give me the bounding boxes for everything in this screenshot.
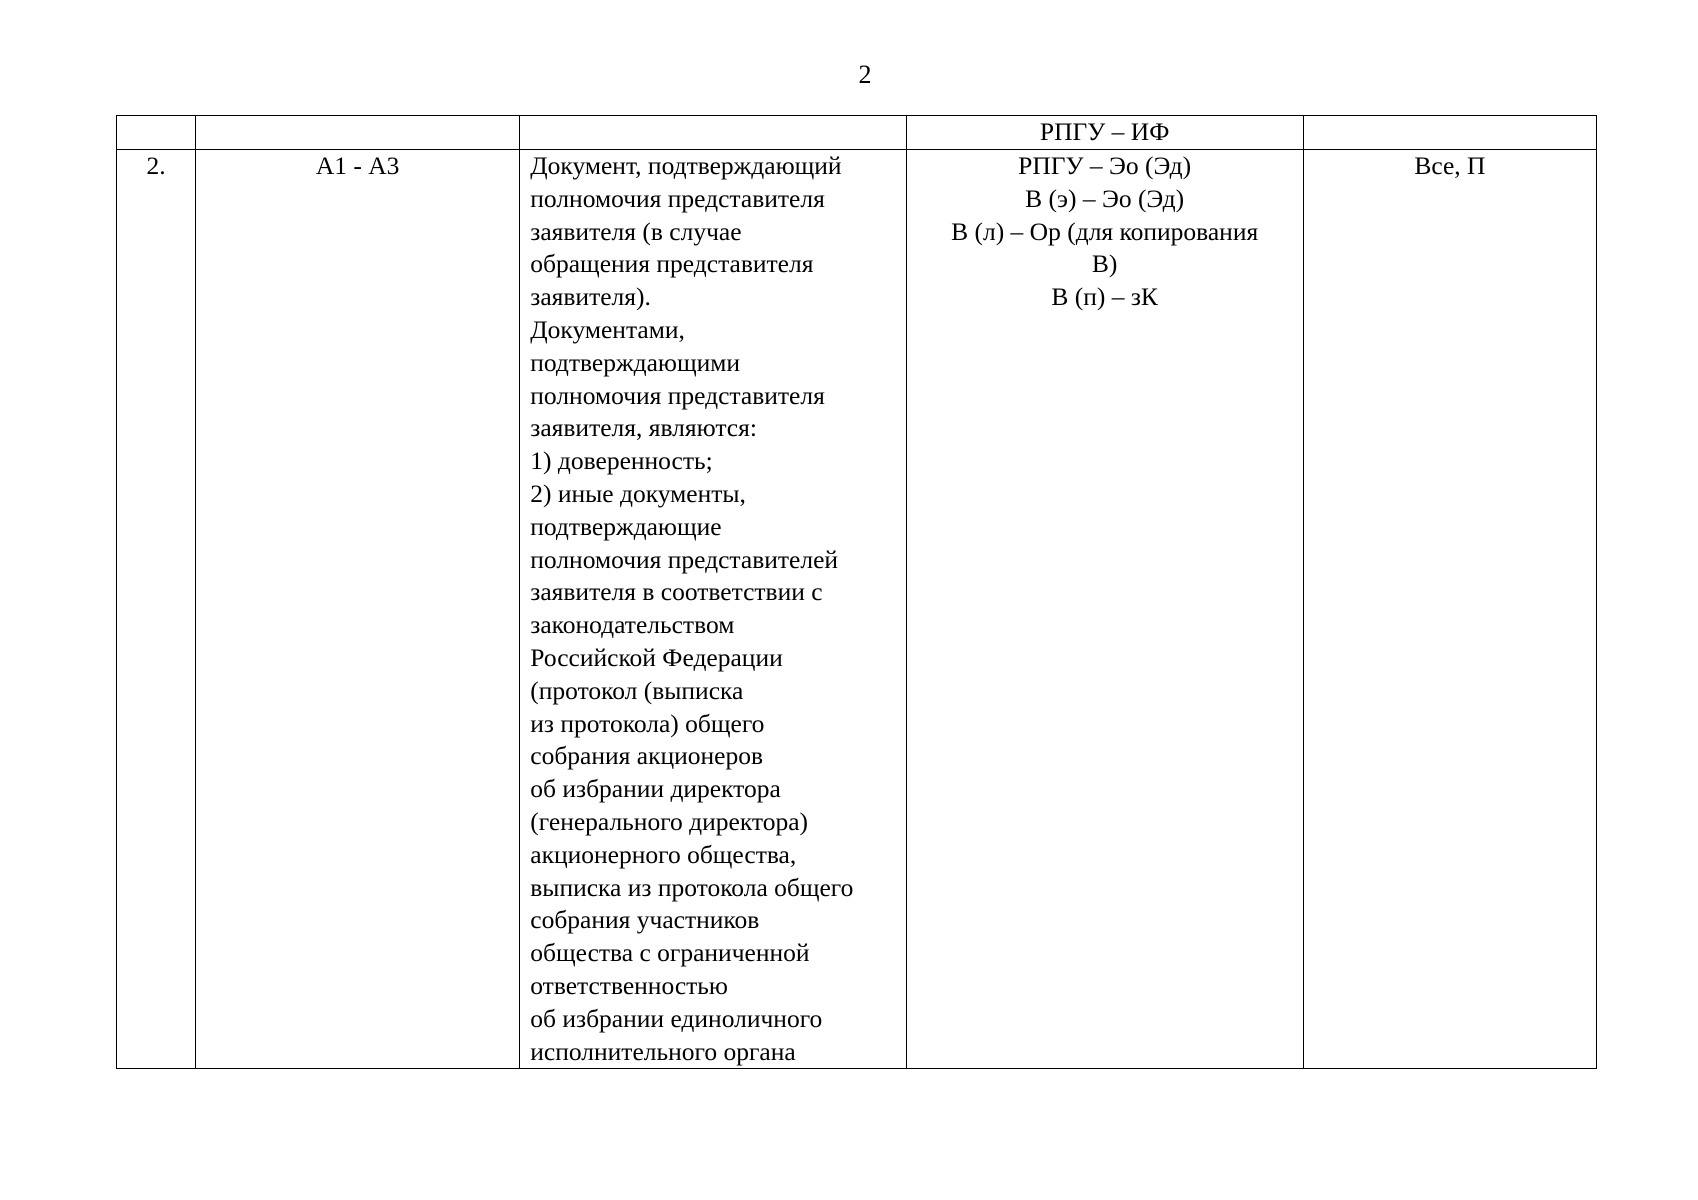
document-description-line: полномочия представителя	[530, 183, 825, 213]
document-description-line: подтверждающие	[530, 511, 722, 541]
document-description-line: полномочия представителей	[530, 544, 839, 574]
document-description-line: Документами,	[530, 314, 685, 344]
document-description-line: заявителя, являются:	[530, 413, 757, 443]
cell-who-continued	[1303, 116, 1596, 150]
cell-code-continued	[196, 116, 520, 150]
document-description-line: собрания участников	[530, 905, 760, 935]
document-description-line: из протокола) общего	[530, 708, 765, 738]
document-description-line: заявителя (в случае	[530, 216, 742, 246]
document-description-line: акционерного общества,	[530, 839, 797, 869]
document-description-line: (генерального директора)	[530, 806, 809, 836]
cell-number-continued	[117, 116, 196, 150]
cell-document-description	[520, 150, 906, 1069]
cell-document-continued	[520, 116, 906, 150]
submission-method-line: В (л) – Ор (для копирования	[951, 216, 1259, 246]
document-description-line: заявителя в соответствии с	[530, 577, 823, 607]
document-description-line: общества с ограниченной	[530, 938, 810, 968]
document-description-line: об избрании директора	[530, 774, 781, 804]
documents-table	[116, 115, 1597, 1069]
cell-method-continued: РПГУ – ИФ	[906, 116, 1303, 150]
cell-row-number: 2.	[117, 150, 196, 1069]
page-number: 2	[858, 60, 872, 89]
document-description-line: 1) доверенность;	[530, 446, 713, 476]
submission-method-line: В)	[1091, 249, 1118, 279]
document-description-line: законодательством	[530, 610, 735, 640]
document-description-line: Документ, подтверждающий	[530, 151, 842, 180]
cell-submission-method	[906, 150, 1303, 1069]
submission-method-line: В (п) – зК	[1051, 282, 1158, 312]
document-description-line: исполнительного органа	[530, 1036, 796, 1066]
cell-applicant-code: А1 - А3	[196, 150, 520, 1069]
cell-applicant-category: Все, П	[1303, 150, 1596, 1069]
table-row	[117, 150, 1597, 1069]
document-description-line: 2) иные документы,	[530, 478, 746, 508]
table-row-continuation	[117, 116, 1597, 150]
submission-method-line: РПГУ – Эо (Эд)	[1018, 151, 1192, 180]
document-description-line: ответственностью	[530, 970, 728, 1000]
submission-method-line: В (э) – Эо (Эд)	[1025, 183, 1185, 213]
document-description-line: собрания акционеров	[530, 741, 764, 771]
document-description-line: (протокол (выписка	[530, 675, 744, 705]
document-description-line: выписка из протокола общего	[530, 872, 854, 902]
document-description-line: подтверждающими	[530, 347, 741, 377]
document-description-line: обращения представителя	[530, 249, 814, 279]
document-description-line: полномочия представителя	[530, 380, 825, 410]
document-description-line: заявителя).	[530, 282, 651, 312]
document-description-line: об избрании единоличного	[530, 1003, 823, 1033]
document-description-line: Российской Федерации	[530, 642, 783, 672]
